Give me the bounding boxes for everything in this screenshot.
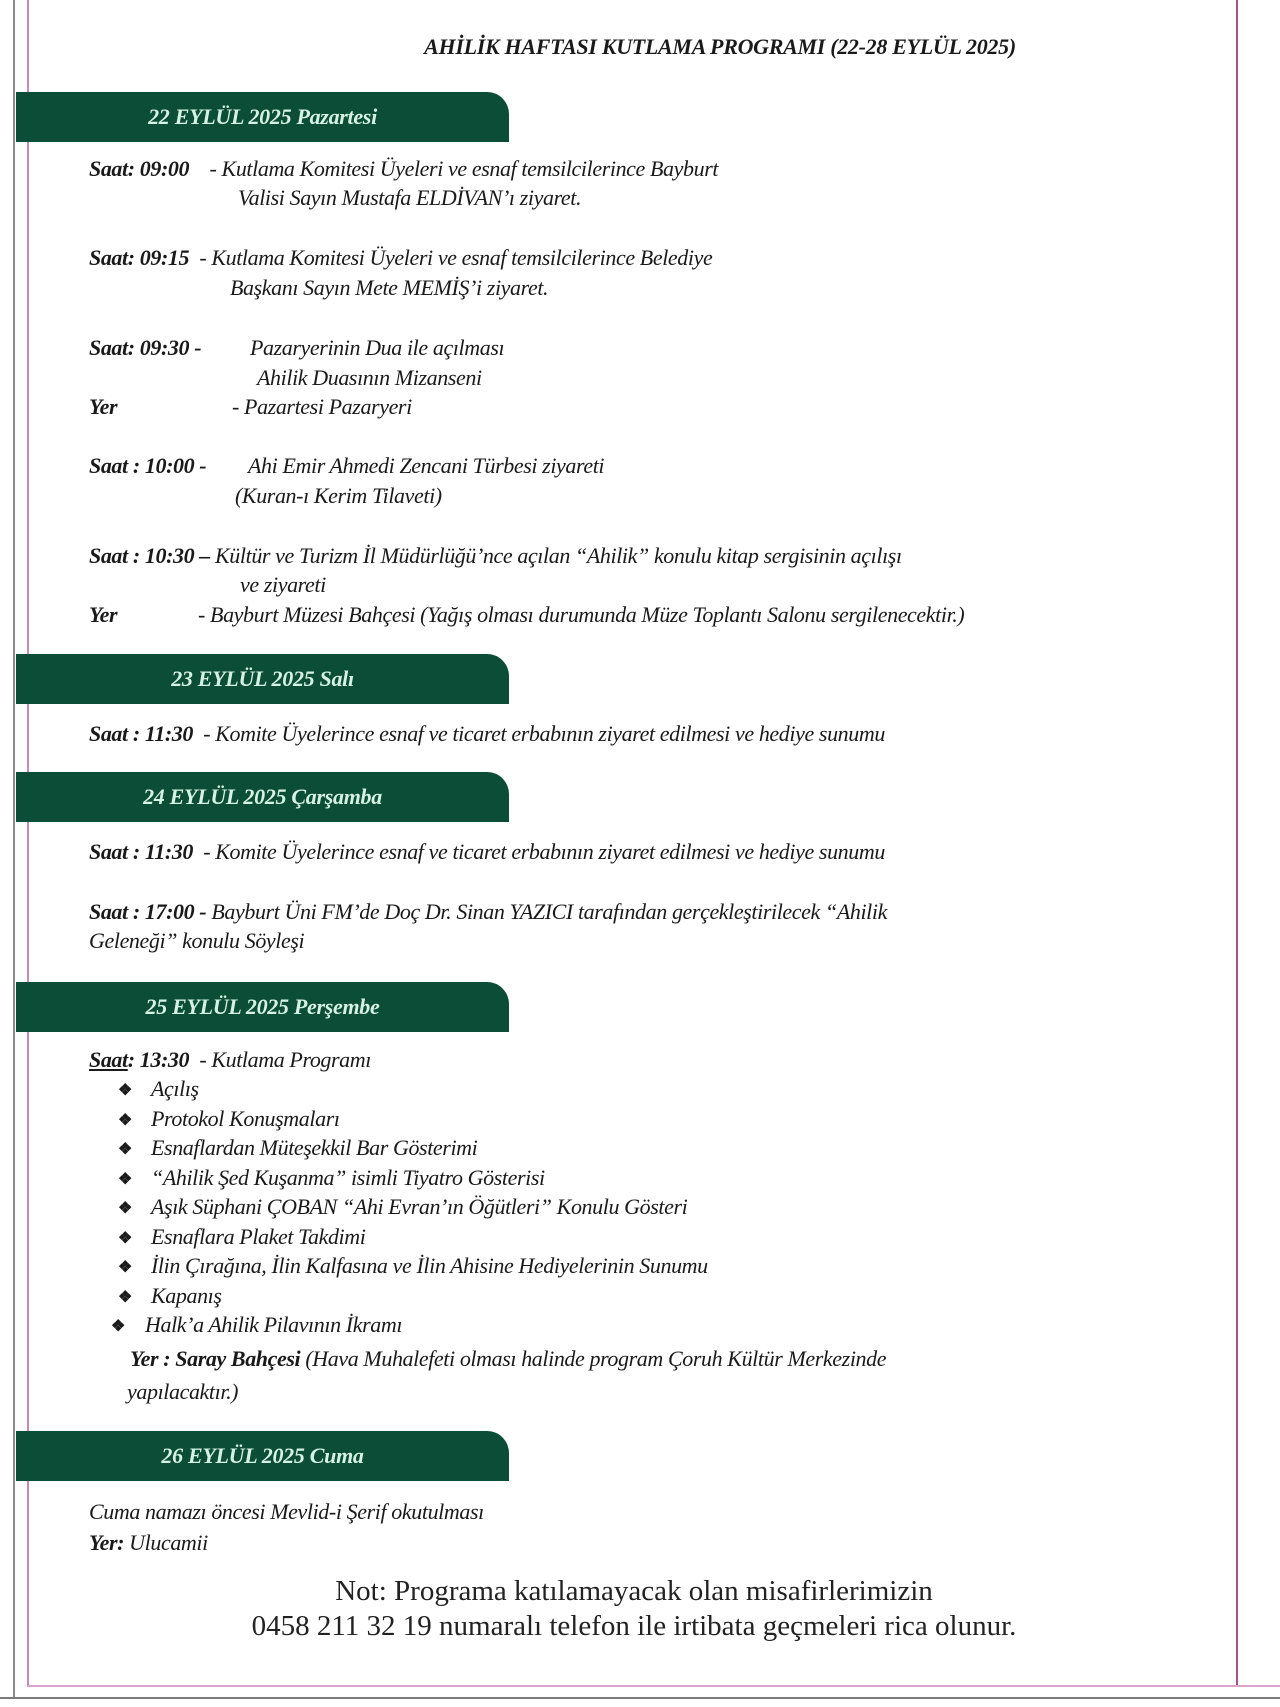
place-value: - Pazartesi Pazaryeri — [232, 394, 412, 419]
event-0900-cont: Valisi Sayın Mustafa ELDİVAN’ı ziyaret. — [238, 185, 582, 210]
frame-line — [13, 0, 15, 1699]
note-line-2: 0458 211 32 19 numaralı telefon ile irtibata geçmeleri rica olunur. — [251, 1610, 1017, 1642]
frame-line — [1236, 0, 1238, 1686]
event-1000-cont: (Kuran-ı Kerim Tilaveti) — [235, 483, 442, 508]
bullet-diamond-icon: ❖ — [118, 1111, 133, 1129]
event-1000-text: Ahi Emir Ahmedi Zencani Türbesi ziyareti — [248, 453, 605, 478]
event-1130: Saat : 11:30 - Komite Üyelerince esnaf ve ticaret erbabının ziyaret edilmesi ve hediye sunumu — [89, 839, 885, 864]
day-header-23 — [16, 654, 509, 704]
event-1030: Saat : 10:30 – Kültür ve Turizm İl Müdürlüğü’nce açılan “Ahilik” konulu kitap sergisinin açılışı — [89, 543, 902, 568]
event-0930-text: Pazaryerinin Dua ile açılması — [250, 335, 505, 360]
bullet-diamond-icon: ❖ — [118, 1288, 133, 1306]
day-label: 24 EYLÜL 2025 Çarşamba — [143, 784, 382, 809]
event-1000: Saat : 10:00 - — [89, 453, 207, 478]
event-0900: Saat: 09:00 - Kutlama Komitesi Üyeleri ve esnaf temsilcilerince Bayburt — [89, 156, 719, 181]
event-0915: Saat: 09:15 - Kutlama Komitesi Üyeleri ve esnaf temsilcilerince Belediye — [89, 245, 713, 270]
program-item: Kapanış — [151, 1282, 222, 1308]
day-label: 22 EYLÜL 2025 Pazartesi — [148, 104, 377, 129]
event-0930: Saat: 09:30 - — [89, 335, 202, 360]
place-line: Yer: Ulucamii — [89, 1530, 208, 1555]
event-0930-cont: Ahilik Duasının Mizanseni — [257, 365, 482, 390]
day-header-26 — [16, 1431, 509, 1481]
document-title: AHİLİK HAFTASI KUTLAMA PROGRAMI (22-28 EYLÜL 2025) — [424, 34, 1016, 59]
event-cuma: Cuma namazı öncesi Mevlid-i Şerif okutulması — [89, 1499, 484, 1524]
program-item: Aşık Süphani ÇOBAN “Ahi Evran’ın Öğütleri” Konulu Gösteri — [151, 1194, 688, 1219]
event-1700: Saat : 17:00 - Bayburt Üni FM’de Doç Dr. Sinan YAZICI tarafından gerçekleştirilecek “Ahilik — [89, 899, 887, 924]
program-item: “Ahilik Şed Kuşanma” isimli Tiyatro Gösterisi — [151, 1164, 545, 1190]
bullet-diamond-icon: ❖ — [118, 1229, 133, 1247]
program-item: Esnaflara Plaket Takdimi — [151, 1223, 366, 1249]
program-item: Esnaflardan Müteşekkil Bar Gösterimi — [151, 1135, 478, 1160]
program-item: Protokol Konuşmaları — [151, 1105, 340, 1131]
event-1700-cont: Geleneği” konulu Söyleşi — [89, 928, 305, 953]
program-item: Açılış — [151, 1076, 199, 1101]
day-label: 25 EYLÜL 2025 Perşembe — [145, 994, 380, 1019]
program-item: Halk’a Ahilik Pilavının İkramı — [145, 1312, 403, 1337]
place-label: Yer — [89, 394, 118, 419]
frame-line — [27, 1685, 1280, 1687]
day-header-22 — [16, 92, 509, 142]
bullet-diamond-icon: ❖ — [111, 1318, 126, 1335]
day-header-24 — [16, 772, 509, 822]
day-label: 23 EYLÜL 2025 Salı — [171, 666, 354, 691]
event-1330: Saat: 13:30 - Kutlama Programı — [89, 1047, 371, 1072]
event-1030-cont: ve ziyareti — [240, 572, 326, 597]
place-line-cont: yapılacaktır.) — [127, 1379, 239, 1404]
place-line: Yer : Saray Bahçesi (Hava Muhalefeti olması halinde program Çoruh Kültür Merkezinde — [130, 1346, 887, 1371]
note-line-1: Not: Programa katılamayacak olan misafirlerimizin — [335, 1575, 933, 1607]
event-0915-cont: Başkanı Sayın Mete MEMİŞ’i ziyaret. — [230, 275, 549, 300]
program-item: İlin Çırağına, İlin Kalfasına ve İlin Ahisine Hediyelerinin Sunumu — [151, 1253, 708, 1278]
event-1130: Saat : 11:30 - Komite Üyelerince esnaf ve ticaret erbabının ziyaret edilmesi ve hediye sunumu — [89, 721, 885, 746]
bullet-diamond-icon: ❖ — [118, 1141, 133, 1158]
bullet-diamond-icon: ❖ — [118, 1170, 133, 1188]
place-value: - Bayburt Müzesi Bahçesi (Yağış olması durumunda Müze Toplantı Salonu sergilenecektir.) — [198, 602, 965, 627]
bullet-diamond-icon: ❖ — [118, 1200, 133, 1217]
day-label: 26 EYLÜL 2025 Cuma — [161, 1443, 364, 1468]
bullet-diamond-icon: ❖ — [118, 1259, 133, 1276]
day-header-25 — [16, 982, 509, 1032]
place-label: Yer — [89, 602, 118, 627]
frame-line — [0, 1697, 1280, 1699]
bullet-diamond-icon: ❖ — [118, 1082, 133, 1099]
